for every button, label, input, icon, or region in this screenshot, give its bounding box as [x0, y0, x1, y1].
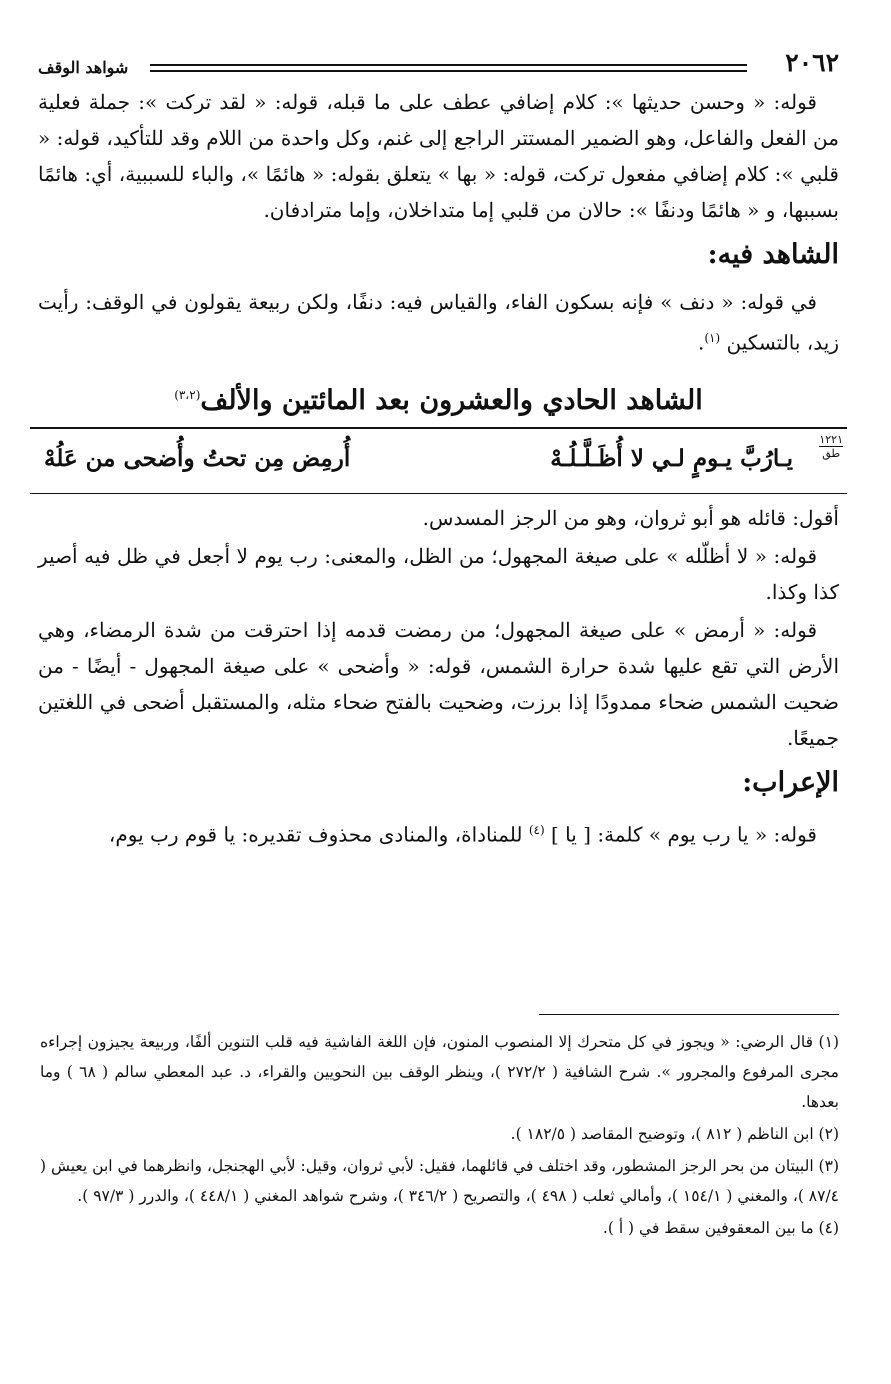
verse-number-value: ١٢٢١: [819, 432, 843, 446]
paragraph-2-text: في قوله: « دنف » فإنه بسكون الفاء، والقياس فيه: دنفًا، ولكن ربيعة يقولون في الوقف: رأيت زيد، بالتسكين: [38, 290, 839, 355]
hemistich-2: أُرمِض مِن تحتُ وأُضحى من عَلُهْ: [44, 444, 351, 472]
footnote-separator: [539, 1014, 839, 1015]
footnote-4: (٤) ما بين المعقوفين سقط في ( أ ).: [602, 1219, 839, 1237]
paragraph-3: أقول: قائله هو أبو ثروان، وهو من الرجز المسدس.: [422, 505, 839, 530]
heading-irab: الإعراب:: [742, 766, 839, 798]
footnotes: [40, 1027, 839, 1245]
paragraph-4: قوله: « لا أظلّله » على صيغة المجهول؛ من الظل، والمعنى: رب يوم لا أجعل في ظل فيه أصير كذا وكذا.: [38, 543, 839, 604]
paragraph-5: قوله: « أرمض » على صيغة المجهول؛ من رمضت قدمه إذا احترقت من شدة الرمضاء، وهي الأرض التي تقع عليها شدة حرارة الشمس، قوله: « وأضحى » على صيغة المجهول - أيضًا - من ضحيت الشمس ضحاء ممدودًا إذا برزت، وضحيت بالفتح ضحاء مثله، والمستقبل أضحى في اللغتين جميعًا.: [38, 617, 840, 750]
header-rule: [150, 64, 747, 72]
heading-shahid: الشاهد فيه:: [707, 239, 839, 270]
page-header: [38, 48, 839, 82]
hemistich-1: يـارُبَّ يـومٍ لـي لا أُظَـلَّـلُـهْ: [550, 444, 793, 472]
verse-label: طق: [822, 446, 841, 460]
footnote-ref-2-3: (٣،٢): [174, 387, 201, 402]
section-title: [38, 377, 839, 419]
footnote-ref-1: (١): [704, 331, 721, 345]
running-title: شواهد الوقف: [38, 58, 129, 77]
footnote-ref-4: (٤): [528, 822, 545, 837]
paragraph-2: في قوله: « دنف » فإنه بسكون الفاء، والقياس فيه: دنفًا، ولكن ربيعة يقولون في الوقف: رأيت زيد، بالتسكين $^{(١)}$.: [38, 290, 839, 355]
footnote-1: (١) قال الرضي: « ويجوز في كل متحرك إلا المنصوب المنون، فإن اللغة الفاشية فيه قلب التنوين ألفًا، وربيعة يجيزون إجراءه مجرى المرفوع والمجرور ». شرح الشافية ( ٢٧٢/٢ )، وينظر الوقف بين النحويين والقراء، د. عبد المعطي سالم ( ٦٨ ) وما بعدها.: [40, 1033, 839, 1111]
main-text: [38, 84, 843, 852]
paragraph-6-a: قوله: « يا رب يوم » كلمة: [ يا ]: [551, 822, 817, 847]
paragraph-6-b: للمناداة، والمنادى محذوف تقديره: يا قوم رب يوم،: [108, 822, 523, 847]
footnote-2: (٢) ابن الناظم ( ٨١٢ )، وتوضيح المقاصد ( ١٨٢/٥ ).: [510, 1125, 839, 1143]
footnote-3: (٣) البيتان من بحر الرجز المشطور، وقد اختلف في قائلهما، فقيل: لأبي ثروان، وقيل: لأبي الهجنجل، وانظرهما في ابن يعيش ( ٨٧/٤ )، والمغني ( ١٥٤/١ )، وأمالي ثعلب ( ٤٩٨ )، والتصريح ( ٣٤٦/٢ )، وشرح شواهد المغني ( ٤٤٨/١ )، والدرر ( ٩٧/٣ ).: [40, 1157, 839, 1205]
page: [38, 48, 843, 852]
page-number: ٢٠٦٢: [785, 48, 839, 77]
section-title-text: الشاهد الحادي والعشرون بعد المائتين والألف: [200, 384, 703, 416]
paragraph-6: [38, 812, 839, 853]
paragraph-1: قوله: « وحسن حديثها »: كلام إضافي عطف على ما قبله، قوله: « لقد تركت »: جملة فعلية من الفعل والفاعل، وهو الضمير المستتر الراجع إلى غنم، وكل واحدة من اللام وقد للتأكيد، قوله: « قلبي »: كلام إضافي مفعول تركت، قوله: « بها » يتعلق بقوله: « هائمًا »، والباء للسببية، أي: هائمًا بسببها، و « هائمًا ودنفًا »: حالان من قلبي إما متداخلان، وإما مترادفان.: [38, 90, 839, 222]
verse-number: [819, 433, 843, 460]
verse-box: [30, 427, 847, 494]
